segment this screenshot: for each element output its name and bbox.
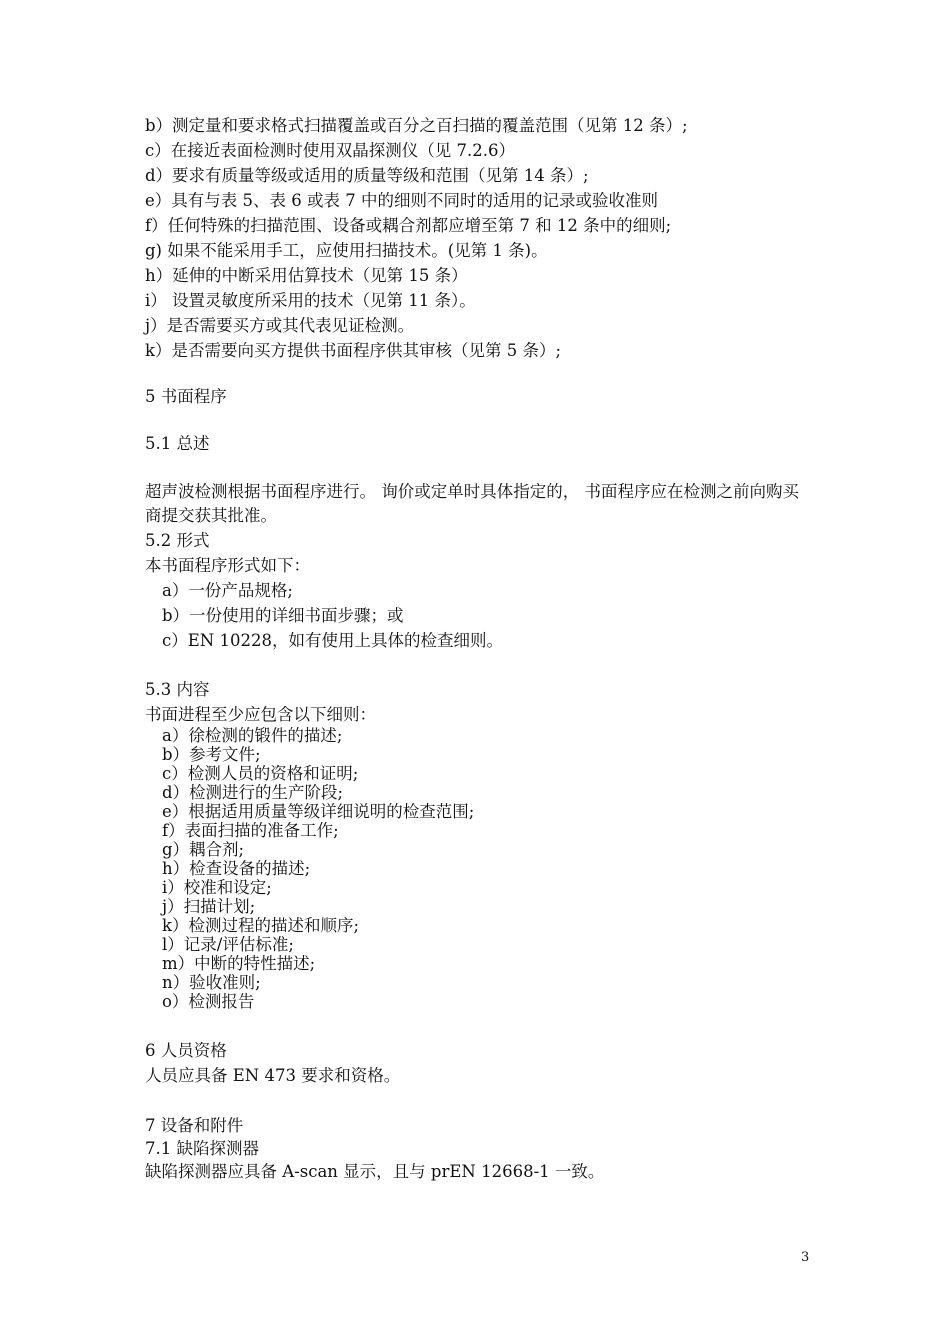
list-item-g: g) 如果不能采用手工，应使用扫描技术。(见第 1 条)。 bbox=[145, 241, 548, 260]
section-5-1-text: 超声波检测根据书面程序进行。 询价或定单时具体指定的， 书面程序应在检测之前向购买商提交获其批准。 bbox=[145, 482, 799, 525]
list-item-k: k）是否需要向买方提供书面程序供其审核（见第 5 条）; bbox=[145, 341, 562, 360]
section-5-2-item-c: c）EN 10228，如有使用上具体的检查细则。 bbox=[162, 631, 503, 650]
section-5-3-item: o）检测报告 bbox=[162, 992, 255, 1011]
section-5-3-heading: 5.3 内容 bbox=[145, 680, 210, 699]
section-5-3-item: k）检测过程的描述和顺序; bbox=[162, 916, 360, 935]
section-5-2-intro: 本书面程序形式如下： bbox=[145, 556, 310, 575]
section-5-3-item: e）根据适用质量等级详细说明的检查范围; bbox=[162, 802, 475, 821]
list-item-f: f）任何特殊的扫描范围、设备或耦合剂都应增至第 7 和 12 条中的细则; bbox=[145, 216, 672, 235]
section-5-3-item: i）校准和设定; bbox=[162, 878, 272, 897]
section-5-3-item: d）检测进行的生产阶段; bbox=[162, 783, 344, 802]
section-5-3-item: j）扫描计划; bbox=[162, 897, 256, 916]
section-5-3-item: a）徐检测的锻件的描述; bbox=[162, 726, 343, 745]
section-7-1-heading: 7.1 缺陷探测器 bbox=[145, 1139, 259, 1158]
section-7-heading: 7 设备和附件 bbox=[145, 1116, 244, 1135]
section-5-2-item-a: a）一份产品规格; bbox=[162, 581, 293, 600]
section-5-3-item: l）记录/评估标准; bbox=[162, 935, 294, 954]
section-5-3-item: n）验收准则; bbox=[162, 973, 261, 992]
section-5-3-item: h）检查设备的描述; bbox=[162, 859, 311, 878]
section-5-2-heading: 5.2 形式 bbox=[145, 531, 210, 550]
page-number: 3 bbox=[801, 1250, 810, 1265]
section-6-heading: 6 人员资格 bbox=[145, 1041, 227, 1060]
section-5-3-item: c）检测人员的资格和证明; bbox=[162, 764, 359, 783]
list-item-e: e）具有与表 5、表 6 或表 7 中的细则不同时的适用的记录或验收准则 bbox=[145, 191, 658, 210]
section-5-3-item: f）表面扫描的准备工作; bbox=[162, 821, 339, 840]
list-item-j: j）是否需要买方或其代表见证检测。 bbox=[145, 316, 415, 335]
list-item-c: c）在接近表面检测时使用双晶探测仪（见 7.2.6） bbox=[145, 141, 515, 160]
section-5-3-item: g）耦合剂; bbox=[162, 840, 245, 859]
list-item-d: d）要求有质量等级或适用的质量等级和范围（见第 14 条）; bbox=[145, 166, 589, 185]
section-7-1-text: 缺陷探测器应具备 A-scan 显示，且与 prEN 12668-1 一致。 bbox=[145, 1162, 605, 1181]
list-item-b: b）测定量和要求格式扫描覆盖或百分之百扫描的覆盖范围（见第 12 条）; bbox=[145, 116, 688, 135]
section-5-3-item: b）参考文件; bbox=[162, 745, 261, 764]
list-item-h: h）延伸的中断采用估算技术（见第 15 条） bbox=[145, 266, 468, 285]
section-5-1-heading: 5.1 总述 bbox=[145, 434, 210, 453]
section-5-2-item-b: b）一份使用的详细书面步骤；或 bbox=[162, 606, 404, 625]
section-5-heading: 5 书面程序 bbox=[145, 387, 227, 406]
section-5-3-intro: 书面进程至少应包含以下细则： bbox=[145, 705, 376, 724]
section-5-3-item: m）中断的特性描述; bbox=[162, 954, 316, 973]
section-6-text: 人员应具备 EN 473 要求和资格。 bbox=[145, 1066, 401, 1085]
list-item-i: i） 设置灵敏度所采用的技术（见第 11 条）。 bbox=[145, 291, 476, 310]
